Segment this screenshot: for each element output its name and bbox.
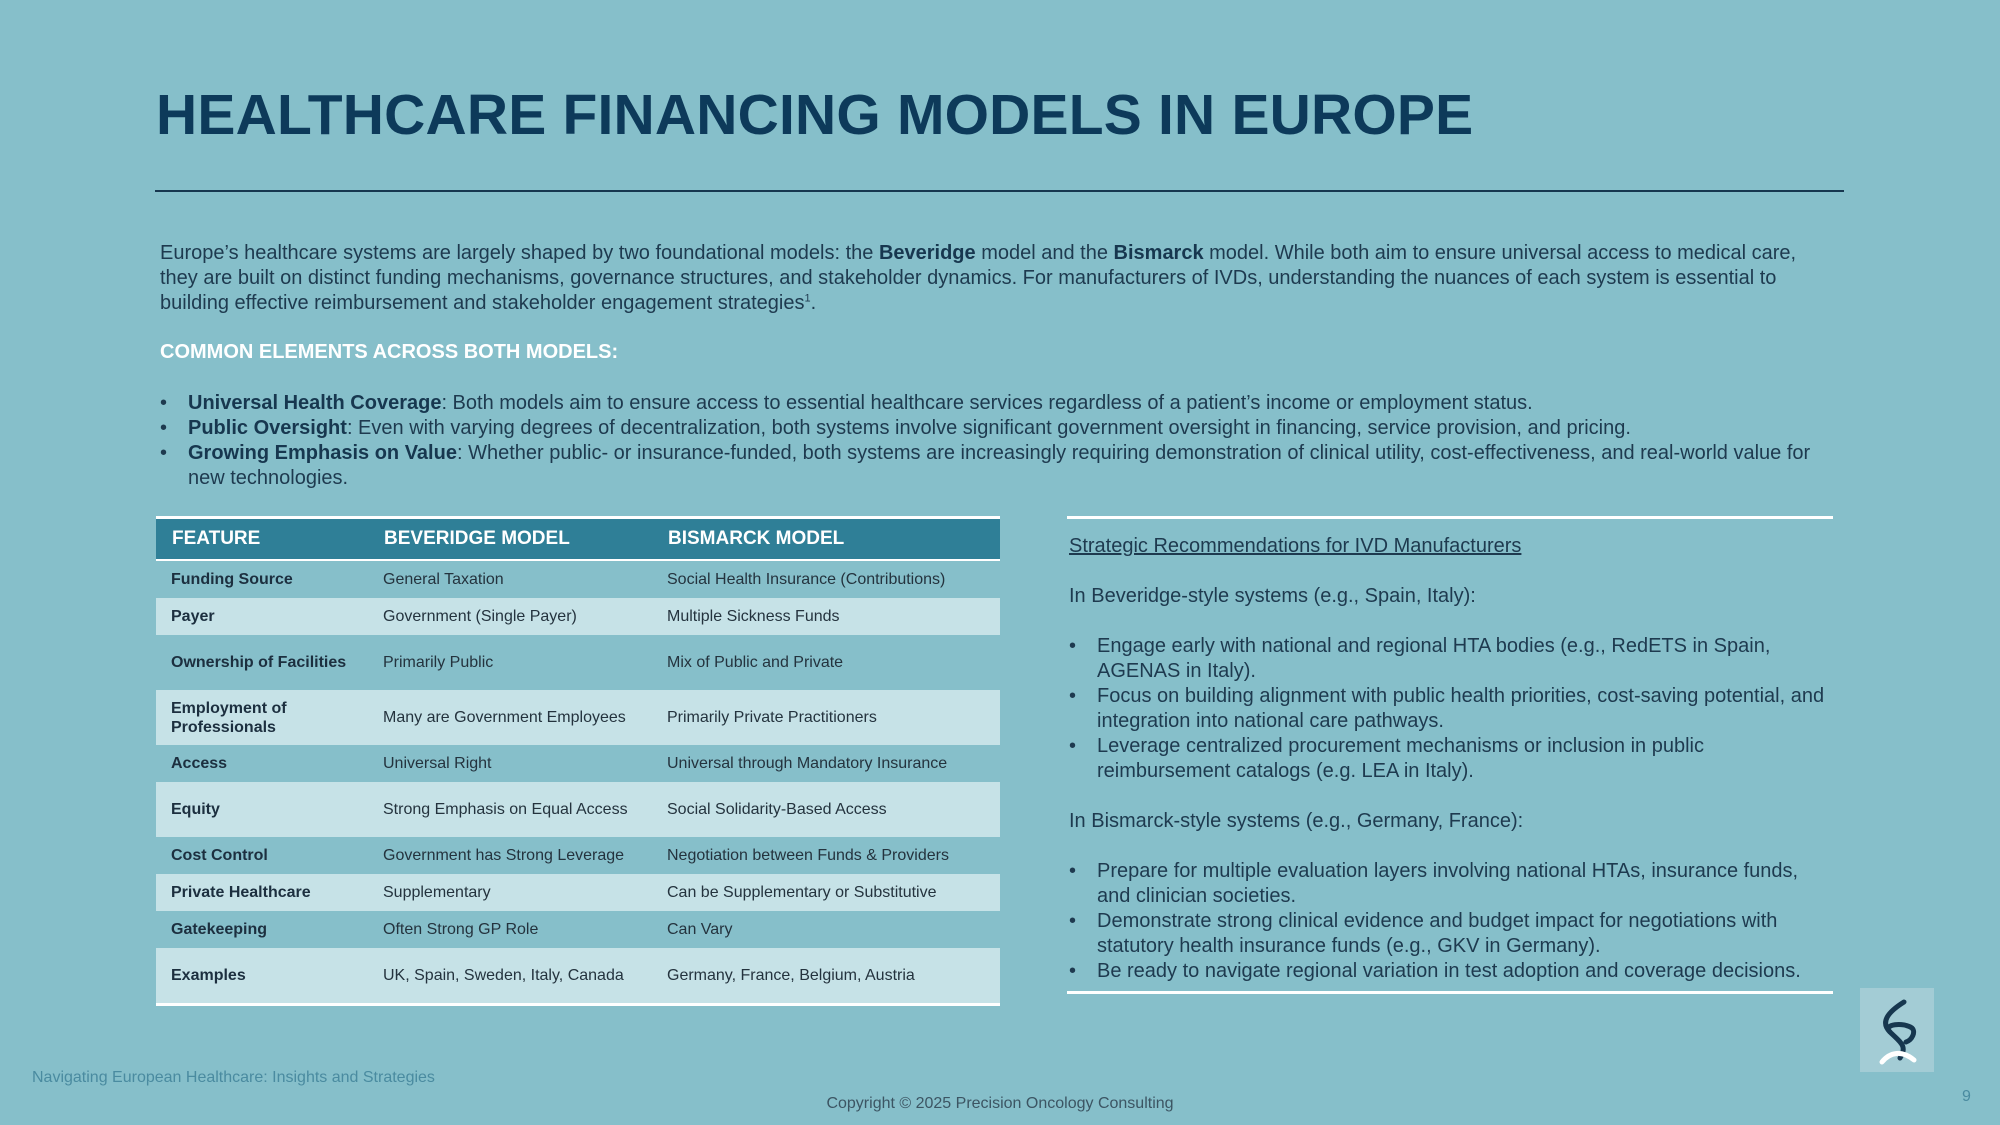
table-row xyxy=(156,560,1000,598)
bullet-icon: • xyxy=(1069,860,1077,882)
beveridge-intro: In Beveridge-style systems (e.g., Spain, Italy): xyxy=(1069,585,1476,607)
bismarck-cell: Germany, France, Belgium, Austria xyxy=(652,948,1000,1003)
list-item: • Be ready to navigate regional variation in test adoption and coverage decisions. xyxy=(1069,960,1801,982)
beveridge-cell: Often Strong GP Role xyxy=(368,911,652,948)
common-elements-heading: COMMON ELEMENTS ACROSS BOTH MODELS: xyxy=(160,341,619,363)
page-number: 9 xyxy=(1962,1088,1971,1105)
bismarck-cell: Negotiation between Funds & Providers xyxy=(652,837,1000,874)
recommendations-title: Strategic Recommendations for IVD Manufacturers xyxy=(1069,535,1522,557)
list-item: • Engage early with national and regional HTA bodies (e.g., RedETS in Spain, AGENAS in Italy). xyxy=(1069,635,1771,682)
bullet-icon: • xyxy=(160,417,168,439)
feature-cell: Employment of Professionals xyxy=(156,690,368,745)
list-item: • Universal Health Coverage: Both models aim to ensure access to essential healthcare services regardless of a patient’s income or employment status. xyxy=(160,392,1533,414)
table-row xyxy=(156,782,1000,837)
table-row xyxy=(156,745,1000,782)
table-row xyxy=(156,837,1000,874)
bismarck-intro: In Bismarck-style systems (e.g., Germany, France): xyxy=(1069,810,1524,832)
table-row xyxy=(156,911,1000,948)
list-item: • Demonstrate strong clinical evidence and budget impact for negotiations with statutory health insurance funds (e.g., GKV in Germany). xyxy=(1069,910,1778,957)
beveridge-cell: Government has Strong Leverage xyxy=(368,837,652,874)
header-bismarck: BISMARCK MODEL xyxy=(652,519,1000,560)
header-feature: FEATURE xyxy=(156,519,368,560)
bullet-icon: • xyxy=(1069,960,1077,982)
header-beveridge: BEVERIDGE MODEL xyxy=(368,519,652,560)
recommendations-panel xyxy=(1067,516,1833,994)
beveridge-cell: Strong Emphasis on Equal Access xyxy=(368,782,652,837)
bismarck-cell: Universal through Mandatory Insurance xyxy=(652,745,1000,782)
list-item: • Growing Emphasis on Value: Whether public- or insurance-funded, both systems are increasingly requiring demonstration of clinical utility, cost-effectiveness, and real-world value for new technologies. xyxy=(160,442,1811,489)
footer-copyright: Copyright © 2025 Precision Oncology Consulting xyxy=(826,1095,1174,1112)
bismarck-term: Bismarck xyxy=(1113,242,1204,264)
beveridge-term: Beveridge xyxy=(878,242,976,264)
feature-cell: Funding Source xyxy=(156,560,368,598)
beveridge-recommendations xyxy=(1069,634,1829,784)
bullet-icon: • xyxy=(160,392,168,414)
list-item: • Focus on building alignment with public health priorities, cost-saving potential, and integration into national care pathways. xyxy=(1069,685,1825,732)
bismarck-recommendations xyxy=(1069,859,1829,984)
bullet-icon: • xyxy=(160,442,168,464)
table-row xyxy=(156,690,1000,745)
table-row xyxy=(156,948,1000,1003)
bullet-icon: • xyxy=(1069,685,1077,707)
table-row xyxy=(156,874,1000,911)
title-divider xyxy=(155,190,1844,192)
list-item: • Leverage centralized procurement mechanisms or inclusion in public reimbursement catalogs (e.g. LEA in Italy). xyxy=(1069,735,1704,782)
beveridge-cell: Universal Right xyxy=(368,745,652,782)
feature-cell: Examples xyxy=(156,948,368,1003)
bismarck-cell: Social Health Insurance (Contributions) xyxy=(652,560,1000,598)
bullet-icon: • xyxy=(1069,910,1077,932)
beveridge-cell: Supplementary xyxy=(368,874,652,911)
page-title: HEALTHCARE FINANCING MODELS IN EUROPE xyxy=(156,83,1474,147)
table-row xyxy=(156,635,1000,690)
feature-cell: Cost Control xyxy=(156,837,368,874)
beveridge-cell: Primarily Public xyxy=(368,635,652,690)
bismarck-cell: Mix of Public and Private xyxy=(652,635,1000,690)
table-row xyxy=(156,598,1000,635)
feature-cell: Private Healthcare xyxy=(156,874,368,911)
footnote-ref[interactable]: 1 xyxy=(804,292,811,305)
bismarck-cell: Multiple Sickness Funds xyxy=(652,598,1000,635)
beveridge-cell: UK, Spain, Sweden, Italy, Canada xyxy=(368,948,652,1003)
list-item: • Public Oversight: Even with varying degrees of decentralization, both systems involve significant government oversight in financing, service provision, and pricing. xyxy=(160,417,1631,439)
bismarck-cell: Social Solidarity-Based Access xyxy=(652,782,1000,837)
list-item: • Prepare for multiple evaluation layers involving national HTAs, insurance funds, and clinician societies. xyxy=(1069,860,1799,907)
feature-cell: Payer xyxy=(156,598,368,635)
bullet-icon: • xyxy=(1069,735,1077,757)
table-header-row xyxy=(156,519,1000,560)
feature-cell: Gatekeeping xyxy=(156,911,368,948)
feature-cell: Ownership of Facilities xyxy=(156,635,368,690)
common-elements-list xyxy=(160,391,1820,491)
comparison-table xyxy=(156,516,1000,1006)
intro-paragraph: Europe’s healthcare systems are largely shaped by two foundational models: the Beveridge model and the Bismarck model. While both aim to ensure universal access to medical care, they are built on distinct funding mechanisms, governance structures, and stakeholder dynamics. For manufacturers of IVDs, understanding the nuances of each system is essential to building effective reimbursement and stakeholder engagement strategies$^1$. xyxy=(160,242,1797,314)
dna-helix-logo-icon xyxy=(1860,988,1934,1072)
feature-cell: Access xyxy=(156,745,368,782)
bismarck-cell: Can be Supplementary or Substitutive xyxy=(652,874,1000,911)
beveridge-cell: Many are Government Employees xyxy=(368,690,652,745)
beveridge-cell: Government (Single Payer) xyxy=(368,598,652,635)
bismarck-cell: Primarily Private Practitioners xyxy=(652,690,1000,745)
feature-cell: Equity xyxy=(156,782,368,837)
bullet-icon: • xyxy=(1069,635,1077,657)
beveridge-cell: General Taxation xyxy=(368,560,652,598)
bismarck-cell: Can Vary xyxy=(652,911,1000,948)
footer-series-title: Navigating European Healthcare: Insights and Strategies xyxy=(32,1069,435,1086)
